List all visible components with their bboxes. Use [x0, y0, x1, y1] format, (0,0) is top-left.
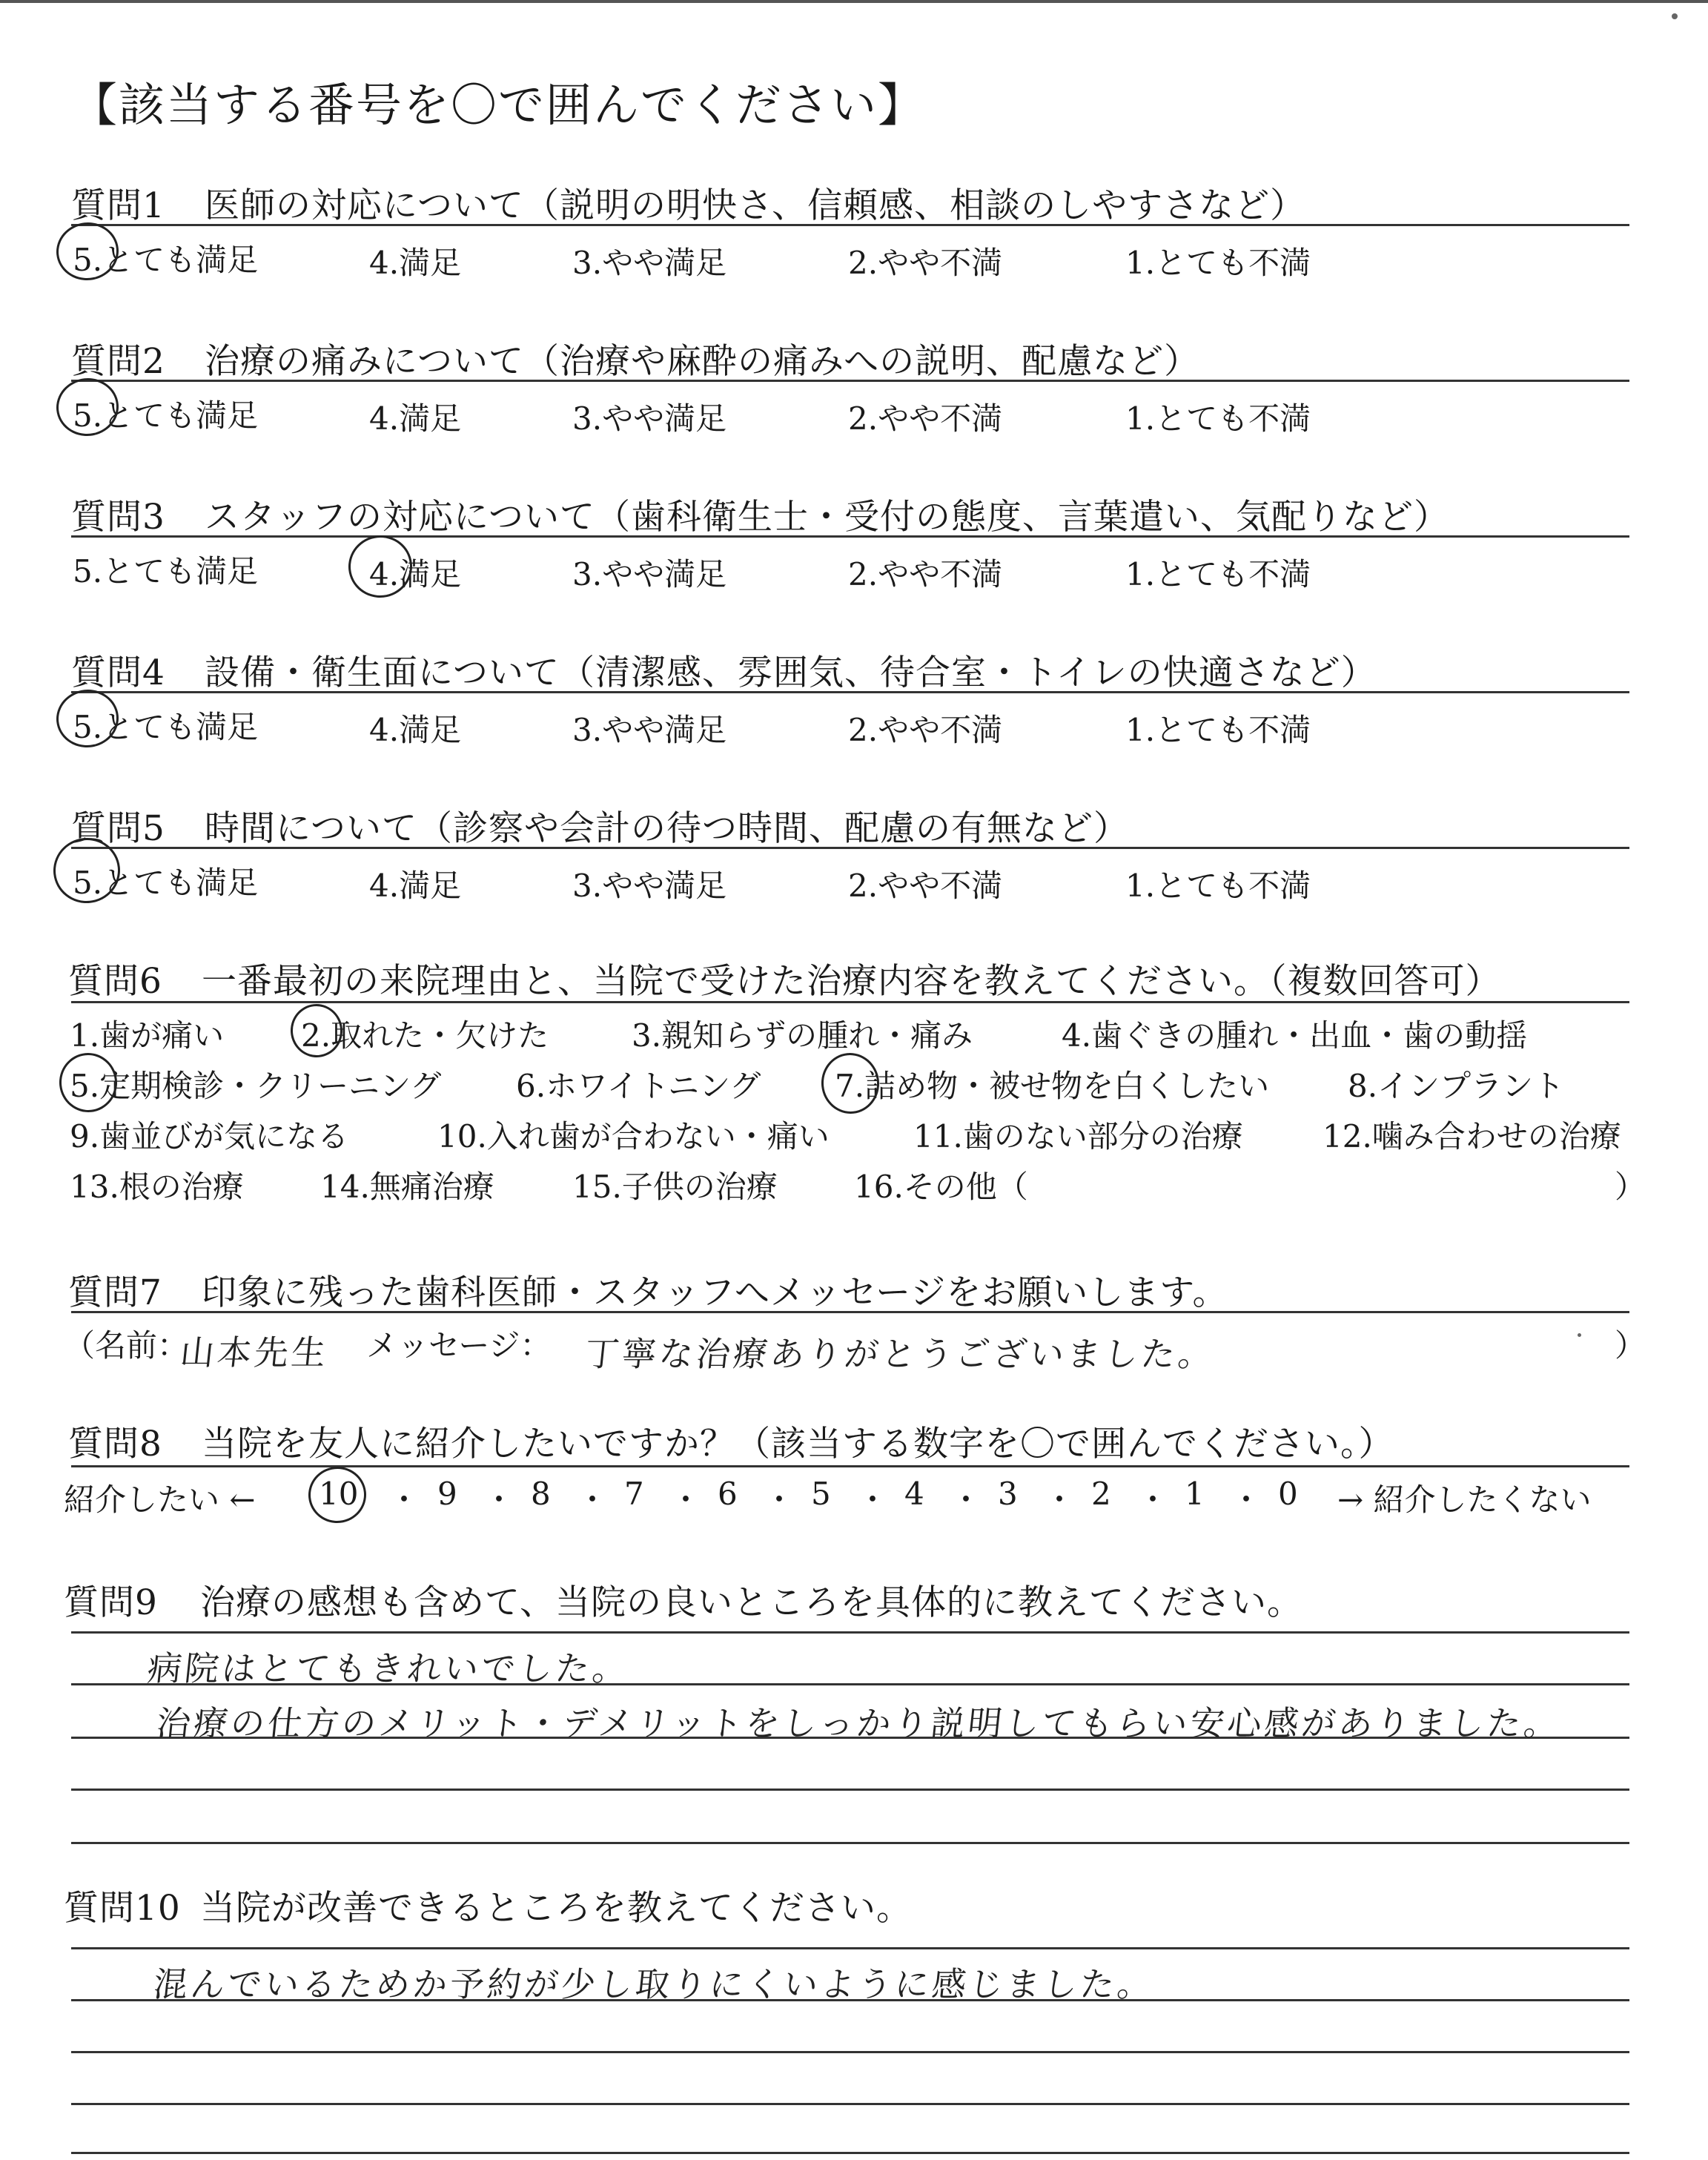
question-7-rule	[71, 1311, 1629, 1313]
q1-option-3[interactable]: 3.やや満足	[572, 245, 727, 281]
q6-option-1[interactable]: 1.歯が痛い	[70, 1017, 225, 1054]
q6-option-15[interactable]: 15.子供の治療	[572, 1169, 778, 1205]
q8-right-label: → 紹介したくない	[1337, 1482, 1592, 1518]
q6-option-6[interactable]: 6.ホワイトニング	[516, 1068, 761, 1104]
question-6-rule	[71, 1001, 1629, 1003]
q8-score-1[interactable]: 1	[1185, 1476, 1205, 1512]
q5-option-4[interactable]: 4.満足	[369, 868, 462, 904]
q8-dot: ・	[483, 1482, 515, 1518]
question-4-text: 設備・衛生面について（清潔感、雰囲気、待合室・トイレの快適さなど）	[205, 653, 1377, 693]
q6-selection-circle-7	[818, 1050, 882, 1117]
q8-score-0[interactable]: 0	[1278, 1476, 1298, 1512]
question-5-rule	[71, 847, 1629, 849]
q3-option-1[interactable]: 1.とても不満	[1125, 556, 1311, 592]
question-10-text: 当院が改善できるところを教えてください。	[200, 1888, 912, 1929]
question-1-rule	[71, 224, 1629, 226]
q2-option-2[interactable]: 2.やや不満	[848, 400, 1003, 437]
q8-dot: ・	[764, 1482, 795, 1518]
q7-message-value[interactable]: 丁寧な治療ありがとうございました。	[583, 1334, 1217, 1374]
q2-option-4[interactable]: 4.満足	[369, 400, 462, 437]
page-top-edge	[0, 0, 1708, 9]
q8-dot: ・	[1044, 1482, 1076, 1518]
q7-close-paren: ）	[1615, 1327, 1646, 1364]
question-5-label: 質問5	[71, 808, 165, 849]
q8-selection-circle	[305, 1464, 369, 1526]
q8-score-6[interactable]: 6	[718, 1476, 738, 1512]
question-8-label: 質問8	[68, 1424, 162, 1464]
q8-dot: ・	[577, 1482, 609, 1518]
question-1-label: 質問1	[71, 185, 165, 226]
q9-answer-line-2[interactable]: 治療の仕方のメリット・デメリットをしっかり説明してもらい安心感がありました。	[154, 1703, 1563, 1743]
question-3-label: 質問3	[71, 497, 165, 538]
q6-option-9[interactable]: 9.歯並びが気になる	[70, 1118, 349, 1155]
q1-option-4[interactable]: 4.満足	[369, 245, 462, 281]
question-2-rule	[71, 380, 1629, 382]
q1-option-1[interactable]: 1.とても不満	[1125, 245, 1311, 281]
q9-answer-line-1[interactable]: 病院はとてもきれいでした。	[145, 1648, 632, 1688]
q4-option-2[interactable]: 2.やや不満	[848, 712, 1003, 748]
q7-name-value[interactable]: 山本先生	[178, 1332, 331, 1373]
page-title: 【該当する番号を〇で囲んでください】	[71, 78, 926, 132]
q9-answer-rule	[71, 1842, 1629, 1844]
question-3-rule	[71, 535, 1629, 538]
q6-option-13[interactable]: 13.根の治療	[70, 1169, 244, 1205]
scan-speck	[1672, 13, 1678, 19]
q6-option-3[interactable]: 3.親知らずの腫れ・痛み	[632, 1017, 973, 1054]
q2-option-5[interactable]: 5.とても満足	[73, 397, 259, 434]
question-4-label: 質問4	[71, 653, 165, 693]
q10-answer-rule	[71, 2103, 1629, 2105]
q8-dot: ・	[1231, 1482, 1262, 1518]
q7-message-label: メッセージ：	[366, 1327, 552, 1364]
q3-option-3[interactable]: 3.やや満足	[572, 556, 727, 592]
q4-option-5[interactable]: 5.とても満足	[73, 709, 259, 745]
q7-name-label: （名前：	[64, 1327, 189, 1364]
q8-score-3[interactable]: 3	[998, 1476, 1018, 1512]
q5-option-3[interactable]: 3.やや満足	[572, 868, 727, 904]
q8-dot: ・	[388, 1482, 420, 1518]
q2-option-1[interactable]: 1.とても不満	[1125, 400, 1311, 437]
q8-score-10[interactable]: 10	[319, 1476, 359, 1512]
q6-option-10[interactable]: 10.入れ歯が合わない・痛い	[437, 1118, 830, 1155]
question-10-label: 質問10	[64, 1888, 181, 1929]
q8-dot: ・	[1137, 1482, 1169, 1518]
q8-score-9[interactable]: 9	[437, 1476, 457, 1512]
q3-option-5[interactable]: 5.とても満足	[73, 553, 259, 589]
question-7-label: 質問7	[68, 1272, 162, 1313]
question-5-text: 時間について（診察や会計の待つ時間、配慮の有無など）	[205, 808, 1130, 849]
q10-answer-rule	[71, 1947, 1629, 1949]
q8-left-label: 紹介したい ←	[64, 1482, 256, 1518]
q1-option-5[interactable]: 5.とても満足	[73, 242, 259, 278]
question-9-text: 治療の感想も含めて、当院の良いところを具体的に教えてください。	[200, 1582, 1303, 1623]
q8-score-5[interactable]: 5	[811, 1476, 831, 1512]
q9-answer-rule	[71, 1631, 1629, 1634]
q8-score-2[interactable]: 2	[1091, 1476, 1111, 1512]
q5-option-2[interactable]: 2.やや不満	[848, 868, 1003, 904]
q6-option-12[interactable]: 12.噛み合わせの治療	[1323, 1118, 1621, 1155]
q6-option-7[interactable]: 7.詰め物・被せ物を白くしたい	[835, 1068, 1270, 1104]
q8-score-7[interactable]: 7	[624, 1476, 644, 1512]
q1-option-2[interactable]: 2.やや不満	[848, 245, 1003, 281]
q8-dot: ・	[950, 1482, 982, 1518]
q6-option-5[interactable]: 5.定期検診・クリーニング	[70, 1068, 442, 1104]
q6-option-8[interactable]: 8.インプラント	[1348, 1068, 1565, 1104]
scan-speck	[1578, 1333, 1581, 1337]
question-1-text: 医師の対応について（説明の明快さ、信頼感、相談のしやすさなど）	[205, 185, 1306, 226]
question-8-text: 当院を友人に紹介したいですか？（該当する数字を〇で囲んでください。）	[202, 1424, 1394, 1464]
q6-option-4[interactable]: 4.歯ぐきの腫れ・出血・歯の動揺	[1062, 1017, 1528, 1054]
q5-option-1[interactable]: 1.とても不満	[1125, 868, 1311, 904]
q8-score-4[interactable]: 4	[904, 1476, 924, 1512]
q2-option-3[interactable]: 3.やや満足	[572, 400, 727, 437]
q6-option-11[interactable]: 11.歯のない部分の治療	[913, 1118, 1243, 1155]
q9-answer-rule	[71, 1789, 1629, 1791]
q8-dot: ・	[670, 1482, 702, 1518]
q10-answer-rule	[71, 2152, 1629, 2154]
q4-option-3[interactable]: 3.やや満足	[572, 712, 727, 748]
q6-option-16[interactable]: 16.その他（	[854, 1169, 1028, 1205]
question-2-text: 治療の痛みについて（治療や麻酔の痛みへの説明、配慮など）	[205, 341, 1200, 382]
question-6-text: 一番最初の来院理由と、当院で受けた治療内容を教えてください。（複数回答可）	[202, 961, 1501, 1002]
question-3-text: スタッフの対応について（歯科衛生士・受付の態度、言葉遣い、気配りなど）	[205, 497, 1450, 538]
q6-other-close-paren: ）	[1615, 1169, 1646, 1205]
q3-option-2[interactable]: 2.やや不満	[848, 556, 1003, 592]
question-2-label: 質問2	[71, 341, 165, 382]
q3-option-4[interactable]: 4.満足	[369, 556, 462, 592]
q4-option-4[interactable]: 4.満足	[369, 712, 462, 748]
question-6-label: 質問6	[68, 961, 162, 1002]
q6-option-14[interactable]: 14.無痛治療	[320, 1169, 494, 1205]
q8-score-8[interactable]: 8	[531, 1476, 551, 1512]
q10-answer-line-1[interactable]: 混んでいるためか予約が少し取りにくいように感じました。	[151, 1964, 1156, 2004]
q10-answer-rule	[71, 2051, 1629, 2053]
question-9-label: 質問9	[64, 1582, 158, 1623]
q5-option-5[interactable]: 5.とても満足	[73, 865, 259, 901]
q8-dot: ・	[857, 1482, 889, 1518]
question-7-text: 印象に残った歯科医師・スタッフへメッセージをお願いします。	[202, 1272, 1228, 1313]
q6-option-2[interactable]: 2.取れた・欠けた	[301, 1017, 549, 1054]
question-8-rule	[71, 1465, 1629, 1467]
question-4-rule	[71, 691, 1629, 693]
q4-option-1[interactable]: 1.とても不満	[1125, 712, 1311, 748]
